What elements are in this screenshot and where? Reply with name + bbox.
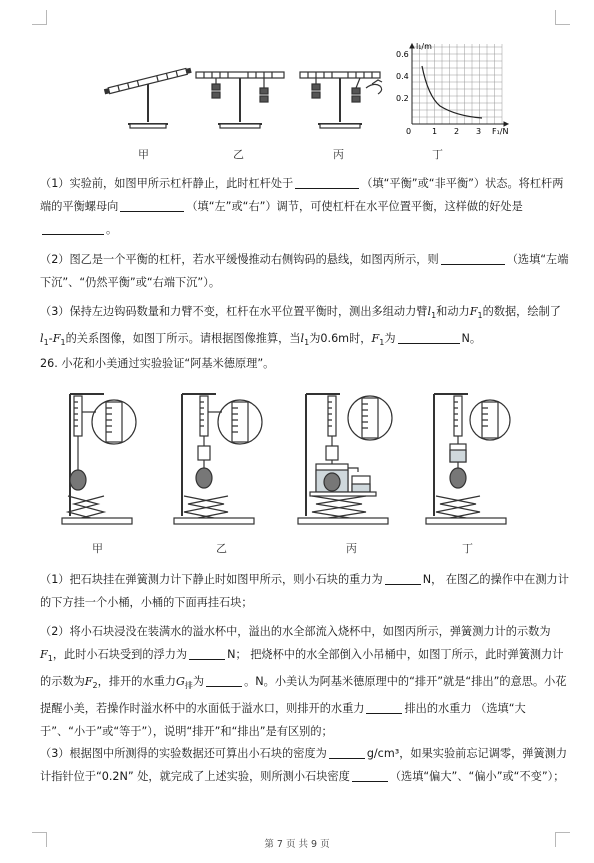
answer-blank[interactable] <box>189 646 225 660</box>
crop-mark-top-right <box>555 10 570 25</box>
answer-blank[interactable] <box>295 175 359 189</box>
fig2-caption-bing: 丙 <box>346 542 357 555</box>
q26-part2: （2）将小石块浸没在装满水的溢水杯中，溢出的水全部流入烧杯中，如图丙所示，弹簧测力计的示数为$F_1$，此时小石块受到的浮力为 N； 把烧杯中的水全部倒入小吊桶中，如图丁所示，此时弹簧测力计的示数为$F_2$，排开的水重力$G_排$为 。N。小美认为阿基米德原理中的“排开”就是“排出”的意思。小花提醒小美，若操作时溢水杯中的水面低于溢水口，则排开的水重力 排出的水重力 （选填“大于”、“小于”或“等于”），说明“排开”和“排出”是有区别的； <box>40 625 567 739</box>
graph-y-label: l₁/m <box>416 42 432 51</box>
graph-x-tick: 0 <box>406 127 412 136</box>
answer-blank[interactable] <box>441 251 505 265</box>
graph-y-tick: 0.4 <box>396 72 409 81</box>
lever-figure-bing <box>296 64 392 132</box>
answer-blank[interactable] <box>329 745 365 759</box>
q25-part3: （3）保持左边钩码数量和力臂不变，杠杆在水平位置平衡时，测出多组动力臂$l_1$和动力$F_1$的数据，绘制了$l_1-F_1$的关系图像，如图丁所示。请根据图像推算，当$l_1$为0.6m时，$F_1$为 N。 <box>40 305 561 348</box>
answer-blank[interactable] <box>206 673 242 687</box>
page-footer: 第 7 页 共 9 页 <box>264 839 330 850</box>
graph-x-tick: 2 <box>454 127 460 136</box>
archimedes-figure-jia <box>60 388 144 530</box>
fig2-caption-yi: 乙 <box>216 542 227 555</box>
fig2-caption-ding: 丁 <box>462 542 473 555</box>
graph-ding <box>396 40 516 138</box>
answer-blank[interactable] <box>366 700 402 714</box>
archimedes-figure-bing <box>296 388 400 530</box>
answer-blank[interactable] <box>42 221 104 235</box>
fig2-caption-jia: 甲 <box>92 542 103 555</box>
archimedes-figure-yi <box>172 388 266 530</box>
graph-y-tick: 0.6 <box>396 50 409 59</box>
q26-title: 26. 小花和小美通过实验验证“阿基米德原理”。 <box>40 357 275 370</box>
lever-figure-yi <box>192 64 288 132</box>
fig1-caption-ding: 丁 <box>432 148 443 161</box>
fig1-caption-yi: 乙 <box>233 148 244 161</box>
graph-x-tick: 1 <box>432 127 438 136</box>
crop-mark-top-left <box>32 10 47 25</box>
answer-blank[interactable] <box>398 330 460 344</box>
answer-blank[interactable] <box>352 768 388 782</box>
q25-part2: （2）图乙是一个平衡的杠杆，若水平缓慢推动右侧钩码的悬线，如图丙所示，则 （选填“左端下沉”、“仍然平衡”或“右端下沉”）。 <box>40 253 569 289</box>
fig1-caption-bing: 丙 <box>333 148 344 161</box>
graph-x-tick: 3 <box>476 127 482 136</box>
q26-part1: （1）把石块挂在弹簧测力计下静止时如图甲所示，则小石块的重力为 N， 在图乙的操作中在测力计的下方挂一个小桶，小桶的下面再挂石块； <box>40 573 569 609</box>
q25-part1: （1）实验前，如图甲所示杠杆静止，此时杠杆处于 （填“平衡”或“非平衡”）状态。将杠杆两端的平衡螺母向 （填“左”或“右”）调节，可使杠杆在水平位置平衡，这样做的好处是。 <box>40 177 564 236</box>
graph-y-tick: 0.2 <box>396 94 409 103</box>
answer-blank[interactable] <box>120 198 184 212</box>
lever-figure-jia <box>104 52 188 132</box>
q26-part3: （3）根据图中所测得的实验数据还可算出小石块的密度为 g/cm³，如果实验前忘记调零，弹簧测力计指针位于“0.2N” 处，就完成了上述实验，则所测小石块密度 （选填“偏大”、“偏小”或“不变”）； <box>40 747 568 783</box>
archimedes-figure-ding <box>424 388 512 530</box>
answer-blank[interactable] <box>385 571 421 585</box>
fig1-caption-jia: 甲 <box>138 148 149 161</box>
graph-x-label: F₁/N <box>492 127 509 136</box>
